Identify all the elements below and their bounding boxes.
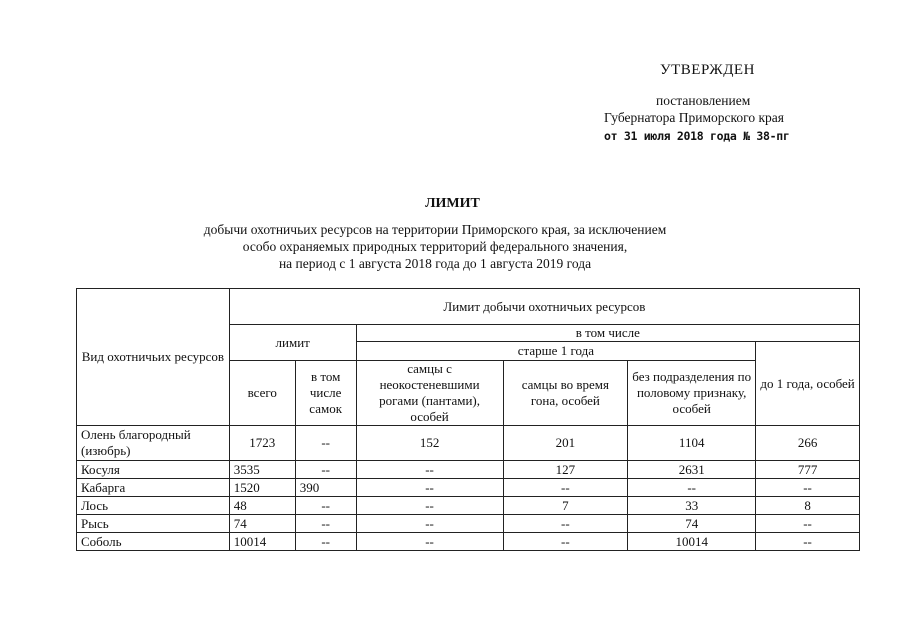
cell-species: Кабарга bbox=[77, 479, 230, 497]
cell-species: Лось bbox=[77, 497, 230, 515]
cell-young: -- bbox=[756, 479, 860, 497]
cell-no-gender: 2631 bbox=[628, 461, 756, 479]
cell-young: 266 bbox=[756, 426, 860, 461]
table-row bbox=[77, 461, 860, 479]
table-row bbox=[77, 533, 860, 551]
cell-velvet: -- bbox=[356, 497, 503, 515]
approval-line-1: постановлением bbox=[656, 93, 751, 108]
cell-females: -- bbox=[295, 515, 356, 533]
approval-heading: УТВЕРЖДЕН bbox=[660, 62, 755, 78]
cell-young: -- bbox=[756, 515, 860, 533]
subtitle-line-3: на период с 1 августа 2018 года до 1 августа 2019 года bbox=[278, 256, 592, 271]
cell-species: Соболь bbox=[77, 533, 230, 551]
table-row bbox=[77, 497, 860, 515]
header-species: Вид охотничьих ресурсов bbox=[77, 289, 230, 426]
cell-young: 777 bbox=[756, 461, 860, 479]
cell-velvet: -- bbox=[356, 479, 503, 497]
cell-females: -- bbox=[295, 461, 356, 479]
header-older-than-one: старше 1 года bbox=[356, 342, 756, 361]
cell-no-gender: 1104 bbox=[628, 426, 756, 461]
cell-no-gender: 10014 bbox=[628, 533, 756, 551]
cell-total: 10014 bbox=[229, 533, 295, 551]
cell-no-gender: 33 bbox=[628, 497, 756, 515]
subtitle-line-2: особо охраняемых природных территорий федерального значения, bbox=[242, 239, 628, 254]
header-including: в том числе bbox=[356, 325, 859, 342]
cell-females: 390 bbox=[295, 479, 356, 497]
cell-velvet: -- bbox=[356, 533, 503, 551]
header-limit-group: Лимит добычи охотничьих ресурсов bbox=[229, 289, 859, 325]
approval-date-number: от 31 июля 2018 года № 38-пг bbox=[604, 129, 790, 143]
cell-females: -- bbox=[295, 426, 356, 461]
cell-velvet: -- bbox=[356, 461, 503, 479]
cell-total: 48 bbox=[229, 497, 295, 515]
header-no-gender: без подразделения по половому признаку, особей bbox=[628, 361, 756, 426]
approval-line-2: Губернатора Приморского края bbox=[604, 110, 784, 125]
cell-no-gender: 74 bbox=[628, 515, 756, 533]
table-row bbox=[77, 515, 860, 533]
cell-total: 1723 bbox=[229, 426, 295, 461]
cell-rut: 201 bbox=[503, 426, 628, 461]
cell-rut: 7 bbox=[503, 497, 628, 515]
cell-rut: 127 bbox=[503, 461, 628, 479]
header-males-velvet: самцы с неокостеневшими рогами (пантами), особей bbox=[356, 361, 503, 426]
document-title: ЛИМИТ bbox=[425, 196, 480, 211]
cell-total: 1520 bbox=[229, 479, 295, 497]
header-males-rut: самцы во время гона, особей bbox=[503, 361, 628, 426]
subtitle-line-1: добычи охотничьих ресурсов на территории Приморского края, за исключением bbox=[203, 222, 667, 237]
cell-young: -- bbox=[756, 533, 860, 551]
header-under-one: до 1 года, особей bbox=[756, 342, 860, 426]
cell-rut: -- bbox=[503, 479, 628, 497]
cell-species: Косуля bbox=[77, 461, 230, 479]
cell-rut: -- bbox=[503, 515, 628, 533]
cell-velvet: -- bbox=[356, 515, 503, 533]
cell-females: -- bbox=[295, 497, 356, 515]
cell-young: 8 bbox=[756, 497, 860, 515]
cell-females: -- bbox=[295, 533, 356, 551]
cell-no-gender: -- bbox=[628, 479, 756, 497]
cell-total: 3535 bbox=[229, 461, 295, 479]
table-row bbox=[77, 479, 860, 497]
cell-velvet: 152 bbox=[356, 426, 503, 461]
document-subtitle bbox=[150, 221, 720, 272]
table-row bbox=[77, 426, 860, 461]
header-total: всего bbox=[229, 361, 295, 426]
cell-total: 74 bbox=[229, 515, 295, 533]
cell-species: Рысь bbox=[77, 515, 230, 533]
cell-rut: -- bbox=[503, 533, 628, 551]
limit-table bbox=[76, 288, 860, 551]
header-limit: лимит bbox=[229, 325, 356, 361]
cell-species: Олень благородный (изюбрь) bbox=[77, 426, 230, 461]
header-females: в том числе самок bbox=[295, 361, 356, 426]
